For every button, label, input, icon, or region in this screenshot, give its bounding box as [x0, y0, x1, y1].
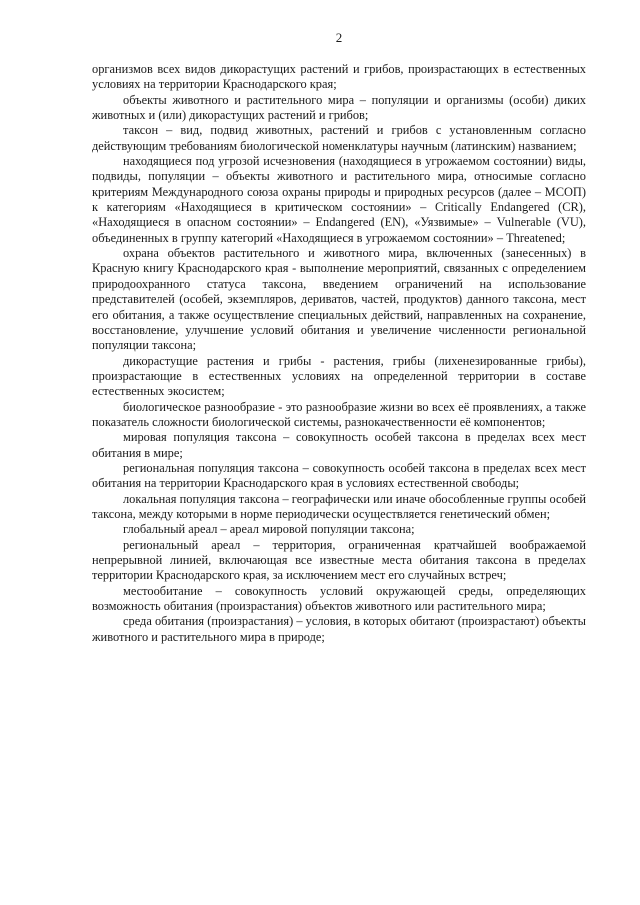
page-number: 2	[335, 30, 343, 45]
paragraph-world-population: мировая популяция таксона – совокупность особей таксона в пределах всех мест обитания в мире;	[92, 430, 586, 460]
paragraph-protection: охрана объектов растительного и животного мира, включенных (занесенных) в Красную книгу Краснодарского края - выполнение мероприятий, связанных с определением природоохранного статуса таксона, введением ограничений на использование представителей (особей, экземпляров, дериватов, частей, продуктов) данного таксона, мест его обитания, а также осуществление специальных действий, направленных на сохранение, восстановление, улучшение условий обитания и увеличение численности региональной популяции таксона;	[92, 246, 586, 353]
paragraph-environment: среда обитания (произрастания) – условия, в которых обитают (произрастают) объекты животного и растительного мира в природе;	[92, 614, 586, 644]
paragraph-regional-range: региональный ареал – территория, ограниченная кратчайшей воображаемой непрерывной линией, включающая все известные места обитания таксона в пределах территории Краснодарского края, за исключением мест его случайных встреч;	[92, 537, 586, 583]
paragraph-regional-population: региональная популяция таксона – совокупность особей таксона в пределах всех мест обитания на территории Краснодарского края в условиях естественной свободы;	[92, 460, 586, 491]
paragraph-local-population: локальная популяция таксона – географически или иначе обособленные группы особей таксона, между которыми в норме периодически осуществляется генетический обмен;	[92, 491, 586, 521]
paragraph-taxon: таксон – вид, подвид животных, растений и грибов с установленным согласно действующим требованиям биологической номенклатуры научным (латинским) названием;	[92, 123, 586, 153]
paragraph-objects: объекты животного и растительного мира – популяции и организмы (особи) диких животных и (или) дикорастущих растений и грибов;	[92, 92, 586, 123]
paragraph-wild-plants: дикорастущие растения и грибы - растения, грибы (лихенезированные грибы), произрастающие в естественных условиях на определенной территории в составе естественных экосистем;	[92, 353, 586, 399]
paragraph-biodiversity: биологическое разнообразие - это разнообразие жизни во всех её проявлениях, а также показатель сложности биологической системы, разнокачественности её компонентов;	[92, 399, 586, 429]
paragraph-endangered: находящиеся под угрозой исчезновения (находящиеся в угрожаемом состоянии) виды, подвиды, популяции – объекты животного и растительного мира, относимые согласно критериям Международного союза охраны природы и природных ресурсов (далее – МСОП) к категориям «Находящиеся в критическом состоянии» – Critically Endangered (CR), «Находящиеся в опасном состоянии» – Endangered (EN), «Уязвимые» – Vulnerable (VU), объединенных в группу категорий «Находящиеся в угрожаемом состоянии» – Threatened;	[92, 154, 586, 245]
paragraph-organisms: организмов всех видов дикорастущих растений и грибов, произрастающих в естественных условиях на территории Краснодарского края;	[92, 62, 586, 92]
paragraph-global-range: глобальный ареал – ареал мировой популяции таксона;	[123, 522, 415, 537]
document-page	[92, 30, 586, 645]
paragraph-habitat: местообитание – совокупность условий окружающей среды, определяющих возможность обитания (произрастания) объектов животного или растительного мира;	[92, 583, 586, 614]
